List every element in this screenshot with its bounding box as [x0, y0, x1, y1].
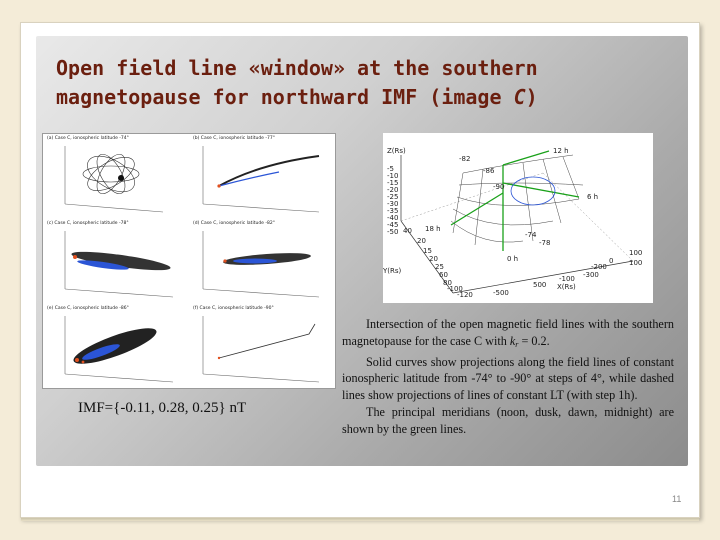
z-tick-9: -50: [387, 228, 399, 236]
z-tick-7: -40: [387, 214, 399, 222]
x-tick-6: 0: [609, 257, 614, 265]
lat-label-82: -82: [459, 155, 471, 163]
title-closing: ): [525, 85, 538, 109]
y-tick-5: 60: [439, 271, 448, 279]
caption-p1-value: = 0.2.: [518, 333, 550, 348]
panel-e-caption: (e) Case C, ionospheric latitude -86°: [47, 306, 129, 311]
imf-values-label: IMF={-0.11, 0.28, 0.25} nT: [78, 400, 247, 416]
panel-d-plot: [189, 219, 334, 303]
y-tick-0: 40: [403, 227, 412, 235]
z-tick-1: -10: [387, 172, 399, 180]
caption-paragraph-2: Solid curves show projections along the field lines of constant ionospheric latitude from -74° to -90° at steps of 4°, while dashed lines show projections of lines of constant LT (with step 1h).: [342, 354, 674, 403]
x-tick-3: -300: [583, 271, 599, 279]
caption-p1-text: Intersection of the open magnetic field lines with the southern magnetopause for the case C with: [342, 317, 674, 348]
hour-label-dusk: 18 h: [425, 225, 441, 233]
lat-label-86: -86: [483, 167, 495, 175]
caption-k-symbol: k: [509, 333, 516, 348]
caption-k-subscript: r: [515, 339, 519, 349]
lat-label-74: -74: [525, 231, 537, 239]
y-tick-4: 25: [435, 263, 444, 271]
slide-number: 11: [672, 494, 682, 504]
z-tick-4: -25: [387, 193, 399, 201]
y-axis-label: Y(Rs): [383, 267, 402, 275]
hour-label-midnight: 0 h: [507, 255, 519, 263]
z-tick-2: -15: [387, 179, 399, 187]
panel-d: [189, 219, 334, 303]
slide-title: [56, 54, 676, 112]
x-tick-4: -500: [493, 289, 509, 297]
projection-plot: [383, 133, 653, 303]
field-line-panels-figure: [42, 133, 336, 389]
title-case-letter: C: [513, 85, 526, 109]
title-line-1: Open field line «window» at the southern: [56, 56, 538, 80]
panel-b: [189, 134, 334, 218]
caption-paragraph-1: [342, 316, 674, 354]
panel-b-plot: [189, 134, 334, 218]
panel-f-caption: (f) Case C, ionospheric latitude -90°: [193, 306, 274, 311]
y-tick-6: 80: [443, 279, 452, 287]
panel-a: [43, 134, 188, 218]
x-tick-7: 100: [629, 259, 643, 267]
panel-f-plot: [189, 304, 334, 388]
y-tick-2: 15: [423, 247, 432, 255]
panel-c-plot: [43, 219, 188, 303]
panel-b-caption: (b) Case C, ionospheric latitude -77°: [193, 136, 275, 141]
hour-label-dawn: 6 h: [587, 193, 599, 201]
x-tick-5: -200: [591, 263, 607, 271]
y-tick-3: 20: [429, 255, 438, 263]
z-tick-6: -35: [387, 207, 399, 215]
panel-e-plot: [43, 304, 188, 388]
y-tick-7: -100: [447, 285, 463, 293]
x-tick-2: -100: [559, 275, 575, 283]
z-tick-0: -5: [387, 165, 394, 173]
z-tick-8: -45: [387, 221, 399, 229]
z-tick-5: -30: [387, 200, 399, 208]
panel-a-caption: (a) Case C, ionospheric latitude -74°: [47, 136, 129, 141]
y-tick-8: -120: [457, 291, 473, 299]
figure-caption: [342, 316, 674, 438]
hour-label-noon: 12 h: [553, 147, 569, 155]
z-axis-label: Z(Rs): [387, 147, 406, 155]
projection-figure: [383, 133, 653, 303]
panel-e: [43, 304, 188, 388]
x-tick-1: 500: [533, 281, 547, 289]
lat-label-78: -78: [539, 239, 551, 247]
panel-d-caption: (d) Case C, ionospheric latitude -82°: [193, 221, 275, 226]
panel-a-plot: [43, 134, 188, 218]
z-tick-3: -20: [387, 186, 399, 194]
caption-paragraph-3: The principal meridians (noon, dusk, dawn, midnight) are shown by the green lines.: [342, 404, 674, 436]
lat-label-90: -90: [493, 183, 505, 191]
x-tick-0: 100: [629, 249, 643, 257]
panel-c: [43, 219, 188, 303]
title-line-2: magnetopause for northward IMF (image: [56, 85, 514, 109]
x-axis-label: X(Rs): [557, 283, 576, 291]
panel-c-caption: (c) Case C, ionospheric latitude -78°: [47, 221, 129, 226]
y-tick-1: 20: [417, 237, 426, 245]
panel-f: [189, 304, 334, 388]
